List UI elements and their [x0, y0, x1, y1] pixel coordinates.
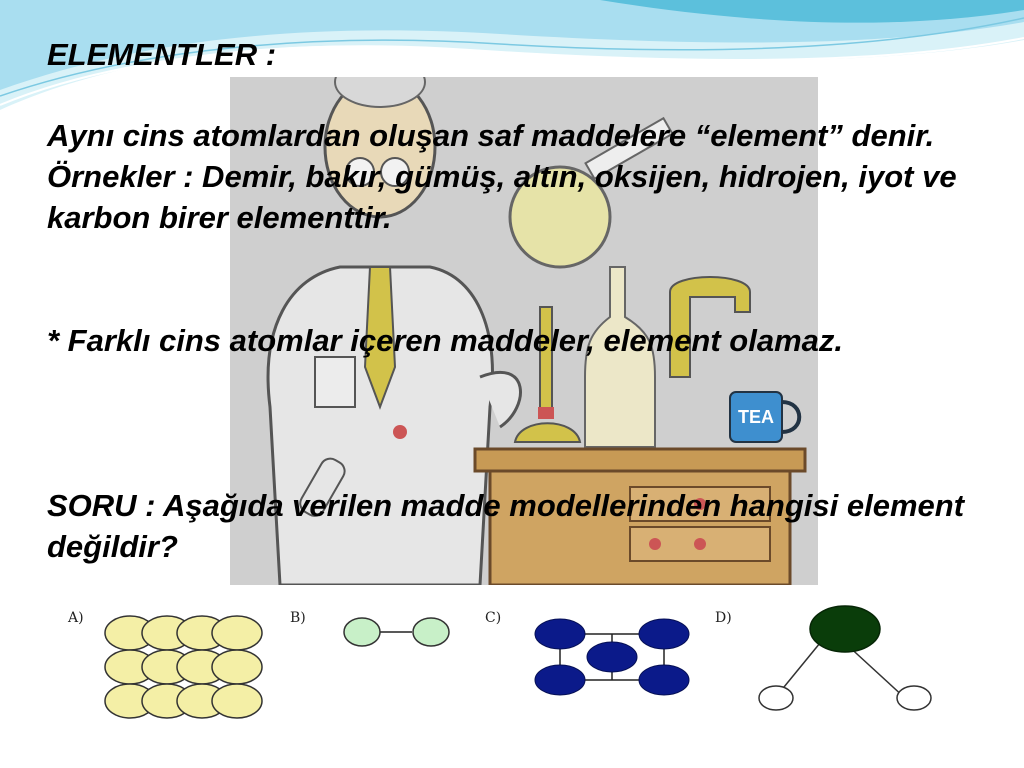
option-c-label: C) [485, 610, 502, 626]
option-a-model [105, 616, 262, 718]
option-d-model [759, 606, 931, 710]
slide-title: ELEMENTLER : [47, 37, 277, 72]
mug-label: TEA [738, 407, 774, 427]
examples-text: Örnekler : Demir, bakır, gümüş, altın, oksijen, hidrojen, iyot ve karbon birer elementtir. [47, 159, 957, 235]
option-a-label: A) [68, 610, 84, 626]
option-d-label: D) [715, 610, 732, 626]
option-b-label: B) [290, 610, 306, 626]
element-definition [47, 115, 987, 238]
option-b-model [344, 618, 449, 646]
definition-text: Aynı cins atomlardan oluşan saf maddelere “element” denir. [47, 118, 935, 153]
option-c-model [535, 619, 689, 695]
note-text: * Farklı cins atomlar içeren maddeler, element olamaz. [47, 323, 844, 358]
atom-models-drawing [60, 586, 955, 740]
question-text: SORU : Aşağıda verilen madde modellerinden hangisi element değildir? [47, 488, 965, 564]
atom-models-panel [60, 586, 955, 740]
